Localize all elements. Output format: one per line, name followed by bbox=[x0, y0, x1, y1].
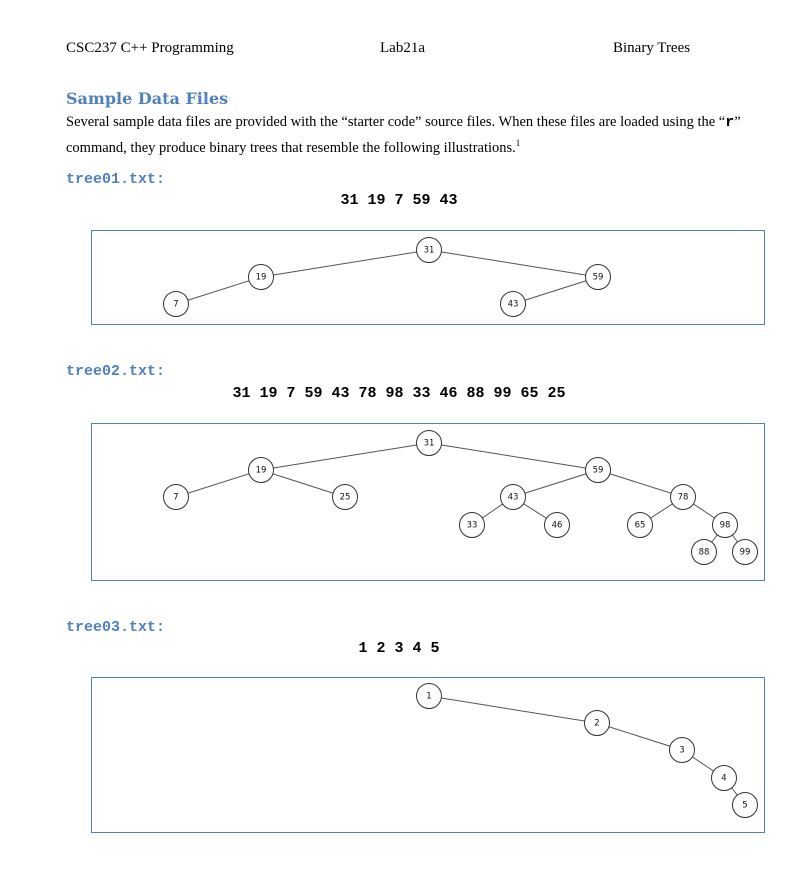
tree-edge-19-25 bbox=[261, 470, 345, 497]
tree-node-label: 19 bbox=[255, 465, 267, 476]
tree-node-25 bbox=[333, 485, 358, 510]
tree01-svg bbox=[92, 231, 766, 326]
tree-edge-31-59 bbox=[429, 250, 598, 277]
tree-node-4 bbox=[712, 766, 737, 791]
tree03-diagram bbox=[91, 677, 765, 833]
tree-edge-31-19 bbox=[261, 443, 429, 470]
header-topic: Binary Trees bbox=[613, 40, 691, 56]
tree-node-label: 4 bbox=[721, 773, 727, 784]
tree-node-2 bbox=[585, 711, 610, 736]
tree-node-7 bbox=[164, 292, 189, 317]
tree-node-label: 19 bbox=[255, 272, 267, 283]
tree-node-label: 98 bbox=[719, 520, 731, 531]
intro-paragraph bbox=[66, 112, 746, 159]
tree02-label: tree02.txt: bbox=[66, 363, 166, 380]
tree-node-label: 31 bbox=[423, 245, 435, 256]
tree-node-label: 31 bbox=[423, 438, 435, 449]
tree-node-label: 25 bbox=[339, 492, 351, 503]
tree-node-88 bbox=[692, 540, 717, 565]
tree-edge-59-43 bbox=[513, 277, 598, 304]
tree-node-label: 3 bbox=[679, 745, 685, 756]
tree-node-59 bbox=[586, 265, 611, 290]
tree-node-label: 1 bbox=[426, 691, 432, 702]
tree02-sequence: 31 19 7 59 43 78 98 33 46 88 99 65 25 bbox=[232, 385, 566, 402]
tree-node-7 bbox=[164, 485, 189, 510]
tree-edge-2-3 bbox=[597, 723, 682, 750]
tree-edge-59-43 bbox=[513, 470, 598, 497]
tree-node-19 bbox=[249, 265, 274, 290]
tree03-sequence: 1 2 3 4 5 bbox=[358, 640, 440, 657]
tree01-sequence: 31 19 7 59 43 bbox=[340, 192, 458, 209]
tree-node-label: 33 bbox=[466, 520, 478, 531]
tree03-label: tree03.txt: bbox=[66, 619, 166, 636]
tree02-diagram bbox=[91, 423, 765, 581]
tree-edge-59-78 bbox=[598, 470, 683, 497]
tree02-svg bbox=[92, 424, 766, 582]
tree-node-78 bbox=[671, 485, 696, 510]
tree-edge-31-59 bbox=[429, 443, 598, 470]
tree-node-19 bbox=[249, 458, 274, 483]
tree-node-label: 43 bbox=[507, 492, 519, 503]
tree-node-label: 99 bbox=[739, 547, 751, 558]
tree-node-label: 7 bbox=[173, 492, 179, 503]
tree-node-33 bbox=[460, 513, 485, 538]
tree-edge-1-2 bbox=[429, 696, 597, 723]
section-title: Sample Data Files bbox=[66, 89, 229, 108]
tree-node-5 bbox=[733, 793, 758, 818]
tree-node-99 bbox=[733, 540, 758, 565]
intro-text-before: Several sample data files are provided with the “starter code” source files. When these files are loaded using the “ bbox=[66, 114, 726, 130]
tree-node-43 bbox=[501, 292, 526, 317]
tree-node-label: 7 bbox=[173, 299, 179, 310]
tree-node-label: 43 bbox=[507, 299, 519, 310]
header-course: CSC237 C++ Programming bbox=[66, 40, 234, 56]
tree01-diagram bbox=[91, 230, 765, 325]
tree03-svg bbox=[92, 678, 766, 834]
command-r: r bbox=[725, 114, 735, 131]
tree-node-31 bbox=[417, 238, 442, 263]
header-lab: Lab21a bbox=[380, 40, 425, 56]
tree-node-label: 88 bbox=[698, 547, 710, 558]
intro-text-after: ” command, they produce binary trees that resemble the following illustrations. bbox=[66, 114, 741, 156]
tree-node-label: 59 bbox=[592, 465, 604, 476]
tree-edge-31-19 bbox=[261, 250, 429, 277]
tree-node-43 bbox=[501, 485, 526, 510]
tree-node-label: 65 bbox=[634, 520, 646, 531]
tree-node-label: 46 bbox=[551, 520, 563, 531]
tree01-label: tree01.txt: bbox=[66, 171, 166, 188]
tree-node-31 bbox=[417, 431, 442, 456]
tree-node-label: 78 bbox=[677, 492, 689, 503]
tree-node-1 bbox=[417, 684, 442, 709]
tree-node-label: 5 bbox=[742, 800, 748, 811]
tree-node-3 bbox=[670, 738, 695, 763]
tree-node-65 bbox=[628, 513, 653, 538]
tree-node-98 bbox=[713, 513, 738, 538]
tree-node-label: 59 bbox=[592, 272, 604, 283]
tree-edge-19-7 bbox=[176, 277, 261, 304]
tree-edge-19-7 bbox=[176, 470, 261, 497]
tree-node-59 bbox=[586, 458, 611, 483]
tree-node-46 bbox=[545, 513, 570, 538]
footnote-marker: 1 bbox=[515, 138, 521, 148]
tree-node-label: 2 bbox=[594, 718, 600, 729]
